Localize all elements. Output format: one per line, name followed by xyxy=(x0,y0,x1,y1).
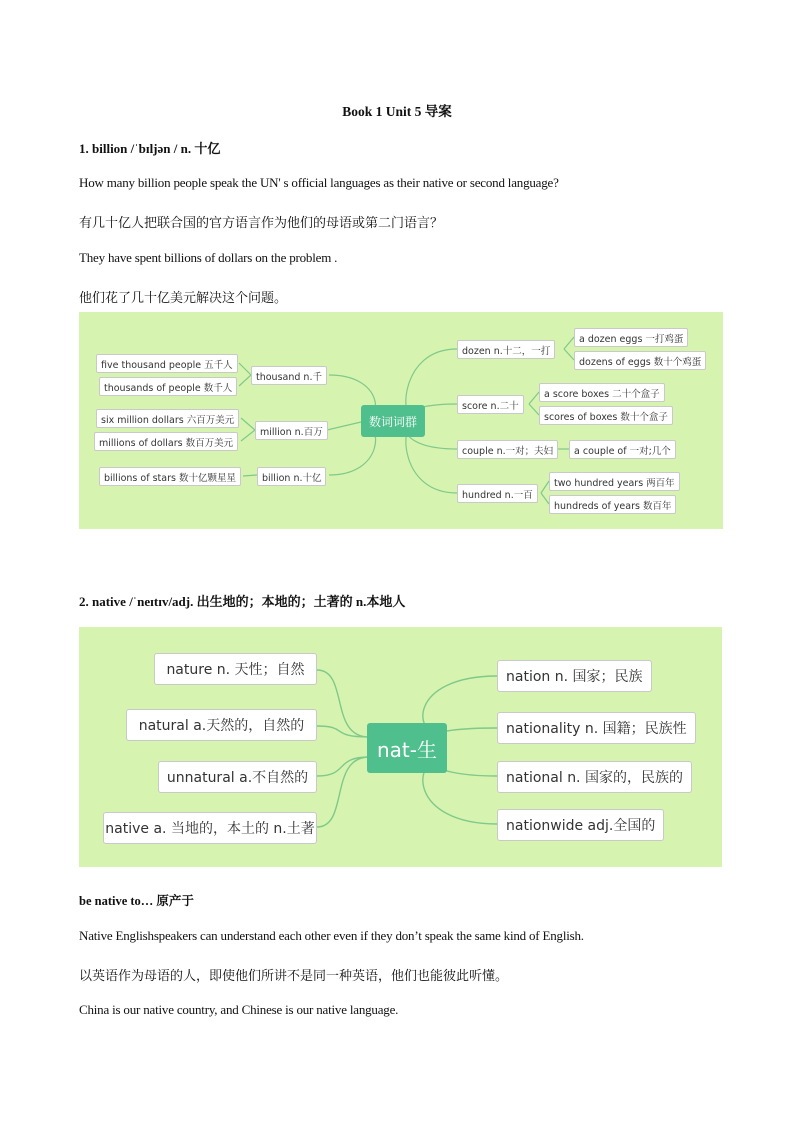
leaf-node: six million dollars 六百万美元 xyxy=(96,409,239,428)
leaf-node: billions of stars 数十亿颗星星 xyxy=(99,467,241,486)
leaf-node: millions of dollars 数百万美元 xyxy=(94,432,238,451)
left-node: natural a.天然的，自然的 xyxy=(126,709,317,741)
leaf-node: a dozen eggs 一打鸡蛋 xyxy=(574,328,688,347)
example-sentence-en: They have spent billions of dollars on the problem . xyxy=(79,250,338,265)
mind-map-center: 数词词群 xyxy=(361,405,425,437)
branch-node: dozen n.十二，一打 xyxy=(457,340,555,359)
example-sentence-cn: 以英语作为母语的人，即使他们所讲不是同一种英语，他们也能彼此听懂。 xyxy=(79,969,509,984)
example-sentence-en: Native Englishspeakers can understand each other even if they don’t speak the same kind of English. xyxy=(79,928,584,943)
branch-node: score n.二十 xyxy=(457,395,524,414)
branch-node: thousand n.千 xyxy=(251,366,327,385)
left-node: native a. 当地的，本土的 n.土著 xyxy=(103,812,317,844)
right-node: nationwide adj.全国的 xyxy=(497,809,664,841)
right-node: national n. 国家的，民族的 xyxy=(497,761,692,793)
leaf-node: two hundred years 两百年 xyxy=(549,472,680,491)
leaf-node: a couple of 一对;几个 xyxy=(569,440,676,459)
leaf-node: a score boxes 二十个盒子 xyxy=(539,383,665,402)
nat-root-mind-map xyxy=(79,627,722,867)
example-sentence-cn: 有几十亿人把联合国的官方语言作为他们的母语或第二门语言？ xyxy=(79,216,444,231)
leaf-node: thousands of people 数千人 xyxy=(99,377,237,396)
branch-node: billion n.十亿 xyxy=(257,467,326,486)
numeral-mind-map xyxy=(79,312,723,529)
mind-map-center: nat-生 xyxy=(367,723,447,773)
leaf-node: dozens of eggs 数十个鸡蛋 xyxy=(574,351,706,370)
right-node: nationality n. 国籍；民族性 xyxy=(497,712,696,744)
leaf-node: five thousand people 五千人 xyxy=(96,354,238,373)
example-sentence-en: China is our native country, and Chinese is our native language. xyxy=(79,1002,399,1017)
leaf-node: scores of boxes 数十个盒子 xyxy=(539,406,673,425)
right-node: nation n. 国家；民族 xyxy=(497,660,652,692)
page-title: Book 1 Unit 5 导案 xyxy=(342,104,452,119)
branch-node: hundred n.一百 xyxy=(457,484,538,503)
example-sentence-cn: 他们花了几十亿美元解决这个问题。 xyxy=(79,291,288,306)
left-node: nature n. 天性；自然 xyxy=(154,653,317,685)
example-sentence-en: How many billion people speak the UN' s official languages as their native or second language? xyxy=(79,175,559,190)
branch-node: million n.百万 xyxy=(255,421,328,440)
section-2-heading: 2. native /ˈneɪtɪv/adj. 出生地的；本地的；土著的 n.本地人 xyxy=(79,594,406,609)
leaf-node: hundreds of years 数百年 xyxy=(549,495,676,514)
branch-node: couple n.一对；夫妇 xyxy=(457,440,558,459)
phrase-heading: be native to… 原产于 xyxy=(79,894,194,908)
left-node: unnatural a.不自然的 xyxy=(158,761,317,793)
section-1-heading: 1. billion /ˈbɪljən / n. 十亿 xyxy=(79,141,221,156)
